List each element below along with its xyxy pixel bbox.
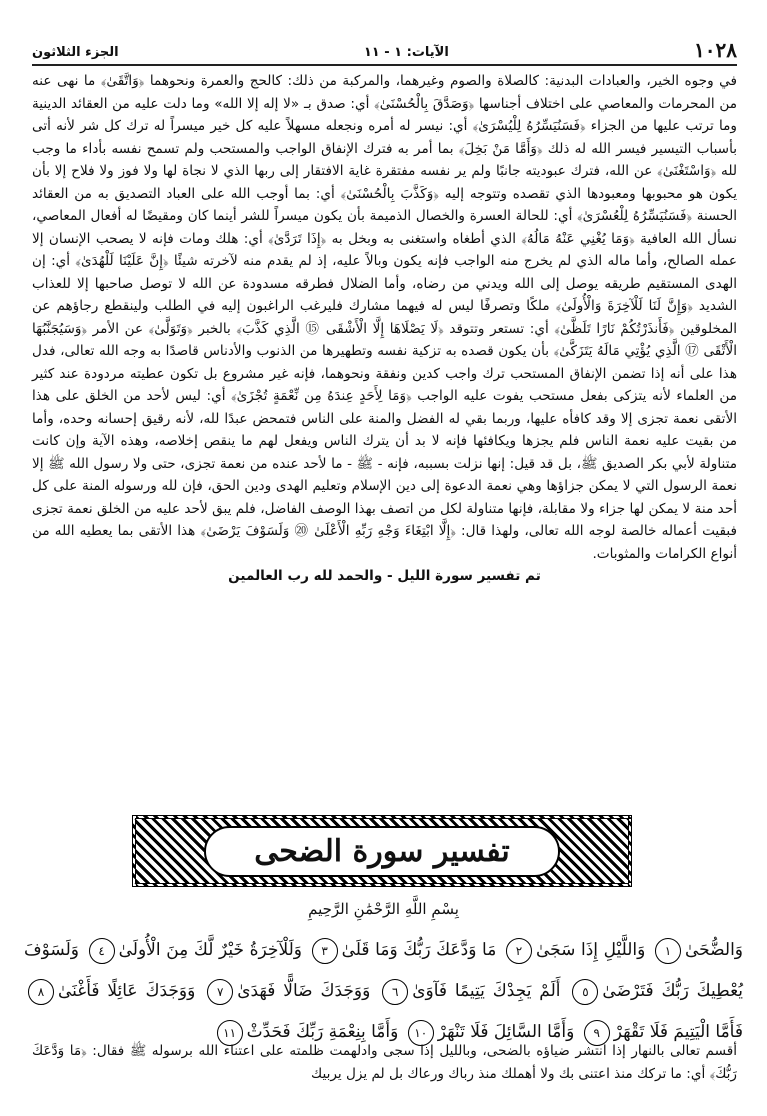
verse-text: وَاللَّيْلِ إِذَا سَجَىٰ — [535, 940, 646, 960]
verse-text: وَوَجَدَكَ ضَالًّا فَهَدَىٰ — [237, 981, 371, 1001]
basmala: بِسْمِ اللَّهِ الرَّحْمَٰنِ الرَّحِيمِ — [308, 900, 459, 918]
verse-number: ٤ — [89, 938, 115, 964]
verse-text: وَالضُّحَىٰ — [685, 940, 743, 960]
verse-text: فَأَمَّا الْيَتِيمَ فَلَا تَقْهَرْ — [613, 1022, 743, 1042]
commentary-paragraph: في وجوه الخير، والعبادات البدنية: كالصلاة والصوم وغيرهما، والمركبة من ذلك: كالحج والعمرة ونحوهما ﴿وَاتَّقَىٰ﴾ ما نهى عنه من المحرمات والمعاصي على اختلاف أجناسها ﴿وَصَدَّقَ بِالْحُسْنَىٰ﴾ أي: صدق بـ «لا إله إلا الله» وما دلت عليه من العقائد الدينية وما ترتب عليها من الجزاء ﴿فَسَنُيَسِّرُهُ لِلْيُسْرَىٰ﴾ أي: نيسر له أمره ونجعله مسهلاً عليه كل خير ميسراً له ترك كل شر لأنه أتى بأسباب التيسير فيسر الله له ذلك ﴿وَأَمَّا مَنْ بَخِلَ﴾ بما أمر به فترك الإنفاق الواجب والمستحب ولم تسمح نفسه بأداء ما وجب لله ﴿وَاسْتَغْنَىٰ﴾ عن الله، فترك عبوديته جانبًا ولم ير نفسه مفتقرة غاية الافتقار إلى ربها الذي لا نجاة لها ولا فوز ولا فلاح إلا بأن يكون هو محبوبها ومعبودها الذي تقصده وتتوجه إليه ﴿وَكَذَّبَ بِالْحُسْنَىٰ﴾ أي: بما أوجب الله على العباد التصديق به من العقائد الحسنة ﴿فَسَنُيَسِّرُهُ لِلْعُسْرَىٰ﴾ أي: للحالة العسرة والخصال الذميمة بأن يكون ميسراً للشر أينما كان ومقيضًا له أفعال المعاصي، نسأل الله العافية ﴿وَمَا يُغْنِي عَنْهُ مَالُهُ﴾ الذي أطغاه واستغنى به وبخل به ﴿إِذَا تَرَدَّىٰ﴾ أي: هلك ومات فإنه لا يصحب الإنسان إلا عمله الصالح، وأما ماله الذي لم يخرج منه الواجب فإنه يكون وبالاً عليه، إذ لم يقدم منه لآخرته شيئًا ﴿إِنَّ عَلَيْنَا لَلْهُدَىٰ﴾ أي: إن الهدى المستقيم طريقه يوصل إلى الله ويدني من رضاه، وأما الضلال فطرقه مسدودة عن الله لا توصل صاحبها إلا للعذاب الشديد ﴿وَإِنَّ لَنَا لَلْآخِرَةَ وَالْأُولَىٰ﴾ ملكًا وتصرفًا ليس له فيهما مشارك فليرغب الراغبون إليه في الطلب ولينقطع رجاؤهم عن المخلوقين ﴿فَأَنذَرْتُكُمْ نَارًا تَلَظَّىٰ﴾ أي: تستعر وتتوقد ﴿لَا يَصْلَاهَا إِلَّا الْأَشْقَى ⑮ الَّذِي كَذَّبَ﴾ بالخبر ﴿وَتَوَلَّىٰ﴾ عن الأمر ﴿وَسَيُجَنَّبُهَا الْأَتْقَى ⑰ الَّذِي يُؤْتِي مَالَهُ يَتَزَكَّىٰ﴾ بأن يكون قصده به تزكية نفسه وتطهيرها من الذنوب والأدناس قاصدًا به وجه الله تعالى، فدل هذا على أنه إذا تضمن الإنفاق المستحب ترك واجب كدين ونفقة ونحوهما، فإنه غير مشروع بل تكون عطيته مردودة عند كثير من العلماء لأنه يتزكى بفعل مستحب يفوت عليه الواجب ﴿وَمَا لِأَحَدٍ عِندَهُ مِن نِّعْمَةٍ تُجْزَىٰ﴾ أي: ليس لأحد من الخلق على هذا الأتقى نعمة تجزى إلا وقد كافأه عليها، وربما بقي له الفضل والمنة على الناس فتمحض عبدًا لله، لأنه رقيق إحسانه وحده، وأما من بقيت عليه نعمة الناس فلم يجزها ويكافئها فإنه لا بد أن يترك الناس ويفعل لهم ما ينقص إخلاصه، وهذه الآية وإن كانت متناولة لأبي بكر الصديق ﷺ، بل قد قيل: إنها نزلت بسببه، فإنه - ﷺ - ما لأحد عنده من نعمة تجزى، حتى ولا رسول الله ﷺ إلا نعمة الرسول التي لا يمكن جزاؤها وهي نعمة الدعوة إلى دين الإسلام وتعليم الهدى ودين الحق، فإن لله ورسوله المنة على كل أحد منة لا يمكن لها جزاء ولا مقابلة، فإنها متناولة لكل من اتصف بهذا الوصف الفاضل، فلم يبق لأحد عليه من الخلق نعمة تجزى فبقيت أعماله خالصة لوجه الله تعالى، ولهذا قال: ﴿إِلَّا ابْتِغَاءَ وَجْهِ رَبِّهِ الْأَعْلَىٰ ⑳ وَلَسَوْفَ يَرْضَىٰ﴾ هذا الأتقى بما يعطيه الله من أنواع الكرامات والمثوبات. — [32, 73, 737, 562]
verse-number: ٧ — [207, 979, 233, 1005]
verse-text: وَأَمَّا بِنِعْمَةِ رَبِّكَ فَحَدِّثْ — [246, 1022, 399, 1042]
verse-number: ١ — [655, 938, 681, 964]
verse-number: ٣ — [312, 938, 338, 964]
page-number: ١٠٢٨ — [694, 38, 737, 62]
juz-label: الجزء الثلاثون — [32, 45, 119, 60]
quran-verses — [24, 930, 743, 1053]
commentary-body — [32, 70, 737, 588]
ayat-range: الآيات: ١ - ١١ — [363, 45, 449, 60]
verse-number: ١٠ — [408, 1020, 434, 1046]
verse-number: ٨ — [28, 979, 54, 1005]
surah-closing-line: تم تفسير سورة الليل - والحمد لله رب العالمين — [228, 568, 541, 584]
footer-commentary: أقسم تعالى بالنهار إذا انتشر ضياؤه بالضحى، وبالليل إذا سجى وادلهمت ظلمته على اعتناء الله برسوله ﷺ فقال: ﴿مَا وَدَّعَكَ رَبُّكَ﴾ أي: ما تركك منذ اعتنى بك ولا أهملك منذ رباك ورعاك بل لم يزل يربيك — [32, 1043, 737, 1082]
verse-text: وَلَسَوْفَ يُعْطِيكَ رَبُّكَ فَتَرْضَىٰ — [24, 940, 744, 1001]
verse-text: أَلَمْ يَجِدْكَ يَتِيمًا فَآوَىٰ — [412, 981, 561, 1001]
surah-title-banner — [132, 815, 632, 887]
surah-title: تفسير سورة الضحى — [204, 826, 559, 877]
verse-number: ٩ — [584, 1020, 610, 1046]
verse-text: مَا وَدَّعَكَ رَبُّكَ وَمَا قَلَىٰ — [341, 940, 497, 960]
verse-text: وَلَلْآخِرَةُ خَيْرٌ لَّكَ مِنَ الْأُولَىٰ — [118, 940, 302, 960]
verse-number: ٥ — [572, 979, 598, 1005]
verse-number: ٢ — [506, 938, 532, 964]
verse-text: وَوَجَدَكَ عَائِلًا فَأَغْنَىٰ — [58, 981, 196, 1001]
verse-number: ٦ — [382, 979, 408, 1005]
verse-number: ١١ — [217, 1020, 243, 1046]
page-header — [32, 38, 737, 66]
verse-text: وَأَمَّا السَّائِلَ فَلَا تَنْهَرْ — [437, 1022, 575, 1042]
